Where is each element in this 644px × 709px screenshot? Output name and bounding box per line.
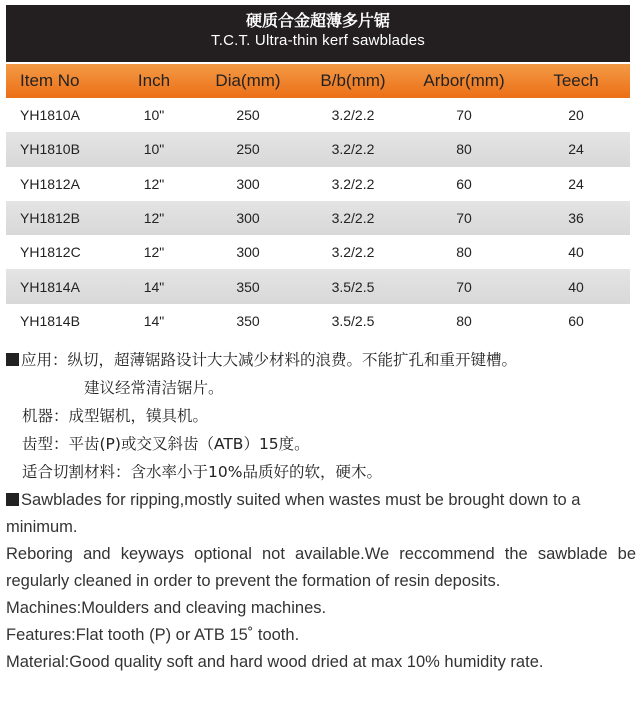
- cell-item-no: YH1812B: [6, 201, 112, 235]
- cell-item-no: YH1814B: [20, 312, 80, 329]
- title-banner: [6, 5, 630, 62]
- cell-teech: 40: [522, 269, 630, 303]
- cell-inch: 12": [143, 244, 165, 261]
- table-row: [6, 167, 630, 201]
- table-header-row: [6, 64, 630, 98]
- bullet-square-icon: [6, 493, 19, 506]
- cell-teech: 20: [568, 107, 584, 124]
- note-cn-teeth: 齿型：平齿(P)或交叉斜齿（ATB）15度。: [22, 435, 310, 453]
- cell-item-no: YH1810A: [20, 107, 80, 124]
- cell-teech: 24: [522, 132, 630, 166]
- cell-teech: 36: [522, 201, 630, 235]
- cell-arbor: 60: [456, 175, 472, 192]
- header-inch: Inch: [112, 64, 196, 98]
- note-cn-material: 适合切割材料：含水率小于10%品质好的软，硬木。: [22, 463, 382, 481]
- table-row: [6, 235, 630, 269]
- table-row: [6, 201, 630, 235]
- title-chinese: 硬质合金超薄多片锯: [245, 11, 390, 30]
- cell-item-no: YH1812C: [20, 244, 81, 261]
- cell-inch: 10": [112, 132, 196, 166]
- cell-dia: 350: [196, 269, 300, 303]
- notes-section: [6, 346, 636, 676]
- cell-arbor: 80: [456, 244, 472, 261]
- note-en-features: Features:Flat tooth (P) or ATB 15˚ tooth.: [6, 626, 300, 644]
- cell-arbor: 80: [456, 312, 472, 329]
- cell-dia: 300: [236, 175, 260, 192]
- note-cn-application-text: 应用：纵切，超薄锯路设计大大减少材料的浪费。不能扩孔和重开键槽。: [21, 351, 518, 369]
- title-english: T.C.T. Ultra-thin kerf sawblades: [211, 32, 425, 49]
- cell-teech: 60: [568, 312, 584, 329]
- cell-inch: 12": [112, 201, 196, 235]
- cell-bb: 3.5/2.5: [300, 269, 406, 303]
- cell-bb: 3.2/2.2: [331, 175, 375, 192]
- note-en-machines: Machines:Moulders and cleaving machines.: [6, 599, 327, 617]
- cell-bb: 3.2/2.2: [331, 107, 375, 124]
- header-dia: Dia(mm): [196, 64, 300, 98]
- header-item-no: Item No: [6, 64, 112, 98]
- cell-dia: 350: [236, 312, 260, 329]
- cell-inch: 12": [143, 175, 165, 192]
- note-en-material: Material:Good quality soft and hard wood dried at max 10% humidity rate.: [6, 653, 544, 671]
- cell-dia: 300: [196, 201, 300, 235]
- cell-arbor: 70: [406, 269, 522, 303]
- cell-inch: 14": [143, 312, 165, 329]
- cell-arbor: 80: [406, 132, 522, 166]
- table-row: [6, 98, 630, 132]
- table-row: [6, 269, 630, 303]
- cell-item-no: YH1810B: [6, 132, 112, 166]
- cell-item-no: YH1814A: [6, 269, 112, 303]
- cell-teech: 24: [568, 175, 584, 192]
- note-en-ripping-text: Sawblades for ripping,mostly suited when wastes must be brought down to a minimum.: [6, 491, 581, 536]
- note-cn-machines: 机器：成型锯机，镆具机。: [22, 407, 209, 425]
- cell-arbor: 70: [406, 201, 522, 235]
- note-cn-application-cont: 建议经常清洁锯片。: [84, 379, 224, 397]
- cell-bb: 3.5/2.5: [331, 312, 375, 329]
- cell-dia: 250: [196, 132, 300, 166]
- cell-bb: 3.2/2.2: [331, 244, 375, 261]
- note-en-ripping: [6, 487, 636, 541]
- table-row: [6, 304, 630, 338]
- cell-teech: 40: [568, 244, 584, 261]
- cell-arbor: 70: [456, 107, 472, 124]
- cell-inch: 10": [143, 107, 165, 124]
- cell-dia: 300: [236, 244, 260, 261]
- cell-bb: 3.2/2.2: [300, 201, 406, 235]
- spec-table: [6, 64, 630, 338]
- bullet-square-icon: [6, 353, 19, 366]
- header-bb: B/b(mm): [300, 64, 406, 98]
- cell-dia: 250: [236, 107, 260, 124]
- note-cn-application: [6, 346, 636, 374]
- note-en-reboring: Reboring and keyways optional not available.We reccommend the sawblade be regularly cleaned in order to prevent the formation of resin deposits.: [6, 545, 636, 590]
- table-row: [6, 132, 630, 166]
- cell-item-no: YH1812A: [20, 175, 80, 192]
- header-teech: Teech: [522, 64, 630, 98]
- header-arbor: Arbor(mm): [406, 64, 522, 98]
- cell-inch: 14": [112, 269, 196, 303]
- cell-bb: 3.2/2.2: [300, 132, 406, 166]
